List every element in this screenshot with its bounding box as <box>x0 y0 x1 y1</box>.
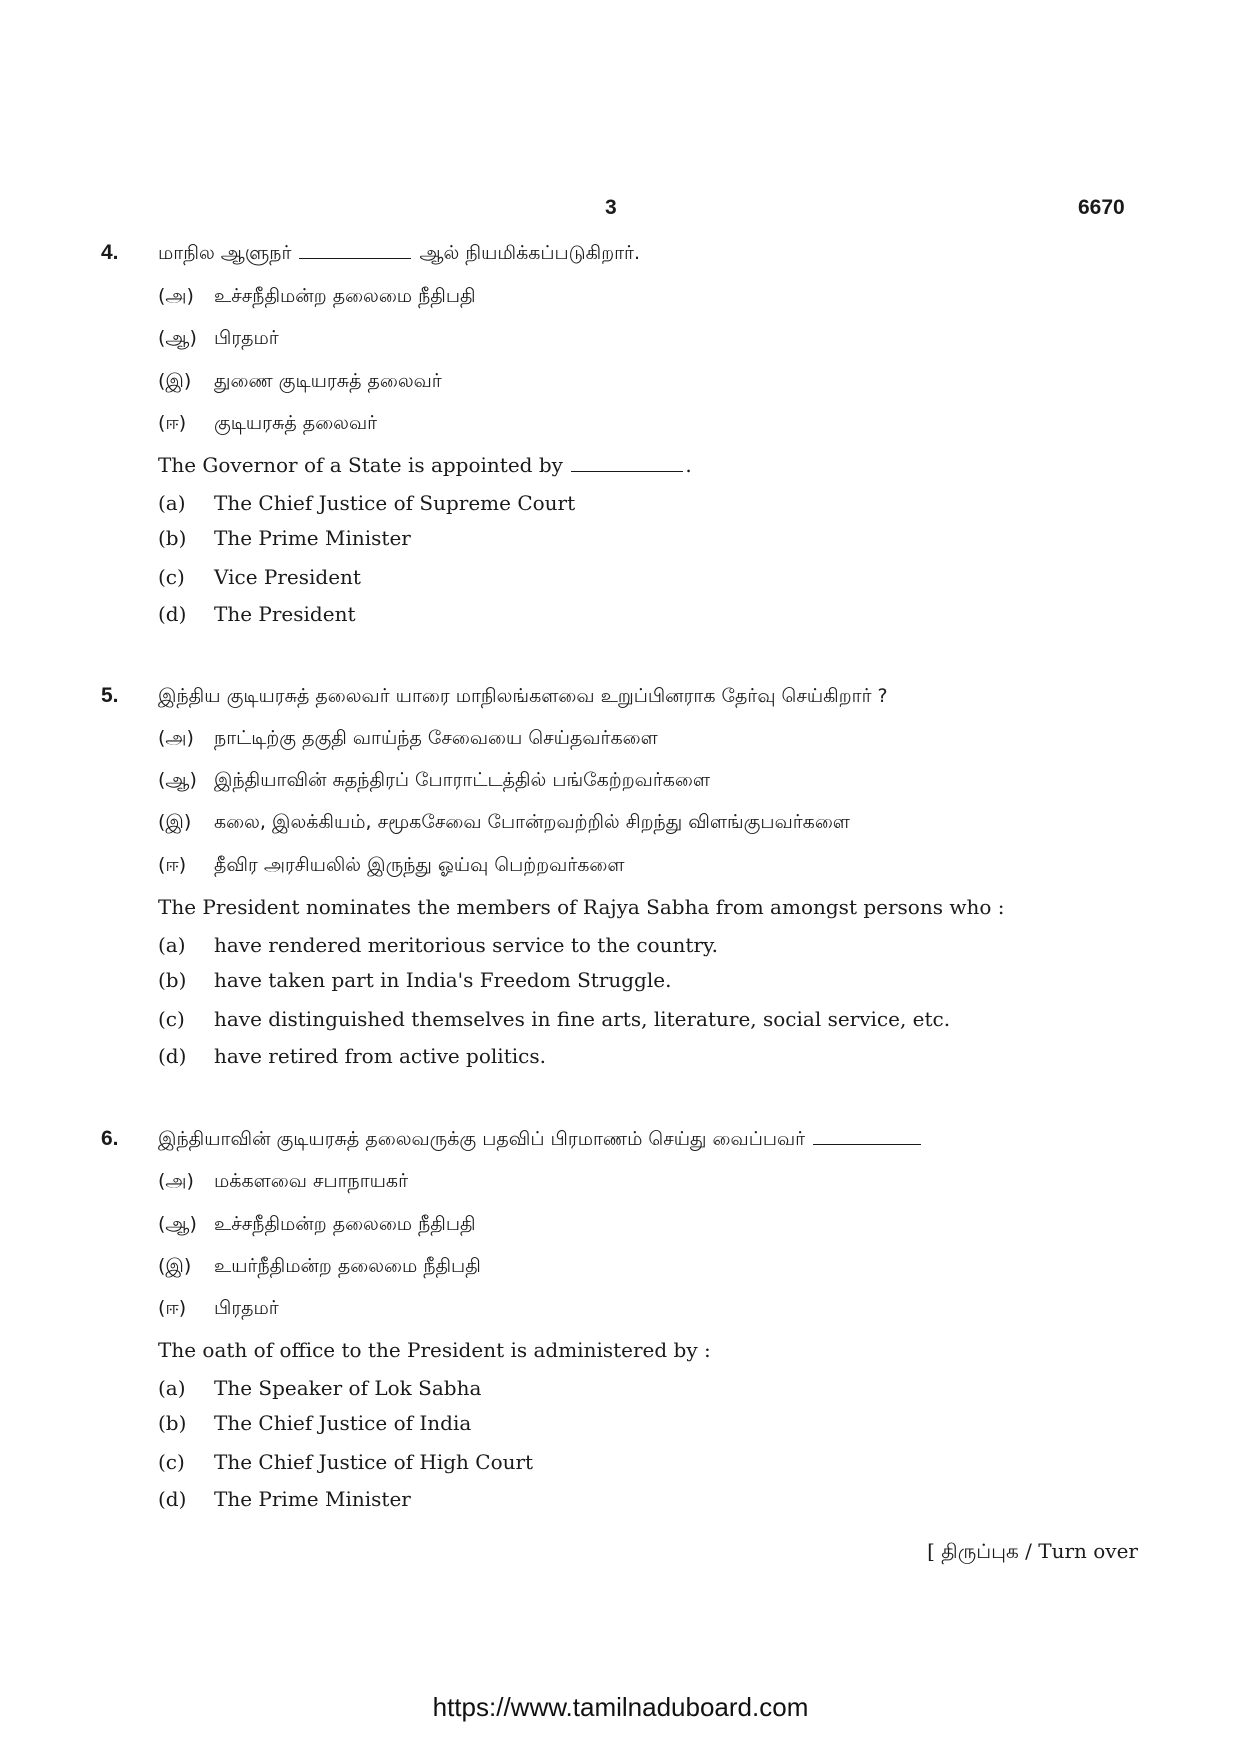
option-tamil <box>158 326 279 350</box>
option-text: have distinguished themselves in fine arts, literature, social service, etc. <box>214 1007 951 1031</box>
option-label: (c) <box>158 565 185 589</box>
option-text: The Chief Justice of India <box>214 1411 472 1435</box>
option-label: (அ) <box>158 285 194 307</box>
question-number: 6. <box>101 1127 119 1150</box>
option-label: (ஆ) <box>158 769 197 791</box>
turn-over-note: [ திருப்புக / Turn over <box>927 1539 1138 1563</box>
option-english <box>158 526 411 550</box>
option-english <box>158 1376 481 1400</box>
option-label: (b) <box>158 1411 187 1435</box>
question-text: The Governor of a State is appointed by <box>158 453 563 477</box>
option-text: பிரதமர் <box>214 327 279 349</box>
question-tamil <box>158 241 640 265</box>
option-text: தீவிர அரசியலில் இருந்து ஓய்வு பெற்றவர்களை <box>214 854 625 876</box>
option-text: have retired from active politics. <box>214 1044 546 1068</box>
option-tamil <box>158 1296 279 1320</box>
footer-url[interactable]: https://www.tamilnaduboard.com <box>432 1692 809 1722</box>
option-label: (ஆ) <box>158 1213 197 1235</box>
question-number: 4. <box>101 241 119 264</box>
option-tamil <box>158 284 476 308</box>
option-tamil <box>158 1254 481 1278</box>
question-text: மாநில ஆளுநர் <box>158 242 292 264</box>
option-tamil <box>158 369 442 393</box>
option-english <box>158 491 575 515</box>
option-text: குடியரசுத் தலைவர் <box>214 412 378 434</box>
option-text: உச்சநீதிமன்ற தலைமை நீதிபதி <box>214 285 476 307</box>
option-text: மக்களவை சபாநாயகர் <box>214 1170 409 1192</box>
option-tamil <box>158 853 625 877</box>
option-text: The Speaker of Lok Sabha <box>214 1376 482 1400</box>
option-text: The Prime Minister <box>214 526 411 550</box>
page-number: 3 <box>605 196 617 219</box>
option-text: கலை, இலக்கியம், சமூகசேவை போன்றவற்றில் சிறந்து விளங்குபவர்களை <box>214 811 850 833</box>
option-label: (ஈ) <box>158 1297 187 1319</box>
question-english: The oath of office to the President is administered by : <box>158 1338 711 1362</box>
option-text: இந்தியாவின் சுதந்திரப் போராட்டத்தில் பங்கேற்றவர்களை <box>214 769 711 791</box>
option-label: (இ) <box>158 811 192 833</box>
option-text: உச்சநீதிமன்ற தலைமை நீதிபதி <box>214 1213 476 1235</box>
option-text: உயர்நீதிமன்ற தலைமை நீதிபதி <box>214 1255 481 1277</box>
question-text: . <box>685 453 692 477</box>
option-label: (d) <box>158 1487 187 1511</box>
option-english <box>158 1487 411 1511</box>
option-english <box>158 602 355 626</box>
paper-code: 6670 <box>1078 196 1125 219</box>
option-tamil <box>158 810 850 834</box>
option-text: நாட்டிற்கு தகுதி வாய்ந்த சேவையை செய்தவர்களை <box>214 727 658 749</box>
option-tamil <box>158 1212 476 1236</box>
option-text: The Chief Justice of High Court <box>214 1450 534 1474</box>
option-label: (d) <box>158 602 187 626</box>
answer-blank <box>571 471 683 472</box>
option-label: (c) <box>158 1007 185 1031</box>
option-tamil <box>158 411 377 435</box>
option-english <box>158 1007 950 1031</box>
option-text: The Prime Minister <box>214 1487 411 1511</box>
option-label: (இ) <box>158 370 192 392</box>
option-english <box>158 1411 471 1435</box>
question-english <box>158 453 692 477</box>
option-label: (d) <box>158 1044 187 1068</box>
option-english <box>158 933 718 957</box>
option-label: (அ) <box>158 1170 194 1192</box>
question-text: ஆல் நியமிக்கப்படுகிறார். <box>419 242 641 264</box>
option-text: The Chief Justice of Supreme Court <box>214 491 576 515</box>
option-text: The President <box>214 602 356 626</box>
option-text: have rendered meritorious service to the country. <box>214 933 719 957</box>
option-label: (இ) <box>158 1255 192 1277</box>
option-english <box>158 565 361 589</box>
option-text: have taken part in India's Freedom Struggle. <box>214 968 672 992</box>
option-tamil <box>158 1169 408 1193</box>
answer-blank <box>813 1144 921 1145</box>
option-label: (ஈ) <box>158 412 187 434</box>
option-english <box>158 1450 533 1474</box>
option-tamil <box>158 768 710 792</box>
option-label: (b) <box>158 526 187 550</box>
option-english <box>158 1044 546 1068</box>
question-text: இந்தியாவின் குடியரசுத் தலைவருக்கு பதவிப் பிரமாணம் செய்து வைப்பவர் <box>158 1128 806 1150</box>
option-text: Vice President <box>214 565 361 589</box>
option-tamil <box>158 726 658 750</box>
option-label: (a) <box>158 1376 186 1400</box>
question-tamil <box>158 1127 923 1151</box>
option-label: (b) <box>158 968 187 992</box>
option-label: (a) <box>158 491 186 515</box>
question-tamil: இந்திய குடியரசுத் தலைவர் யாரை மாநிலங்களவை உறுப்பினராக தேர்வு செய்கிறார் ? <box>158 685 888 707</box>
option-label: (c) <box>158 1450 185 1474</box>
option-text: பிரதமர் <box>214 1297 279 1319</box>
option-label: (a) <box>158 933 186 957</box>
option-label: (ஈ) <box>158 854 187 876</box>
option-label: (ஆ) <box>158 327 197 349</box>
question-number: 5. <box>101 684 119 707</box>
option-english <box>158 968 671 992</box>
question-english: The President nominates the members of Rajya Sabha from amongst persons who : <box>158 895 1005 919</box>
option-label: (அ) <box>158 727 194 749</box>
option-text: துணை குடியரசுத் தலைவர் <box>214 370 442 392</box>
answer-blank <box>299 258 411 259</box>
